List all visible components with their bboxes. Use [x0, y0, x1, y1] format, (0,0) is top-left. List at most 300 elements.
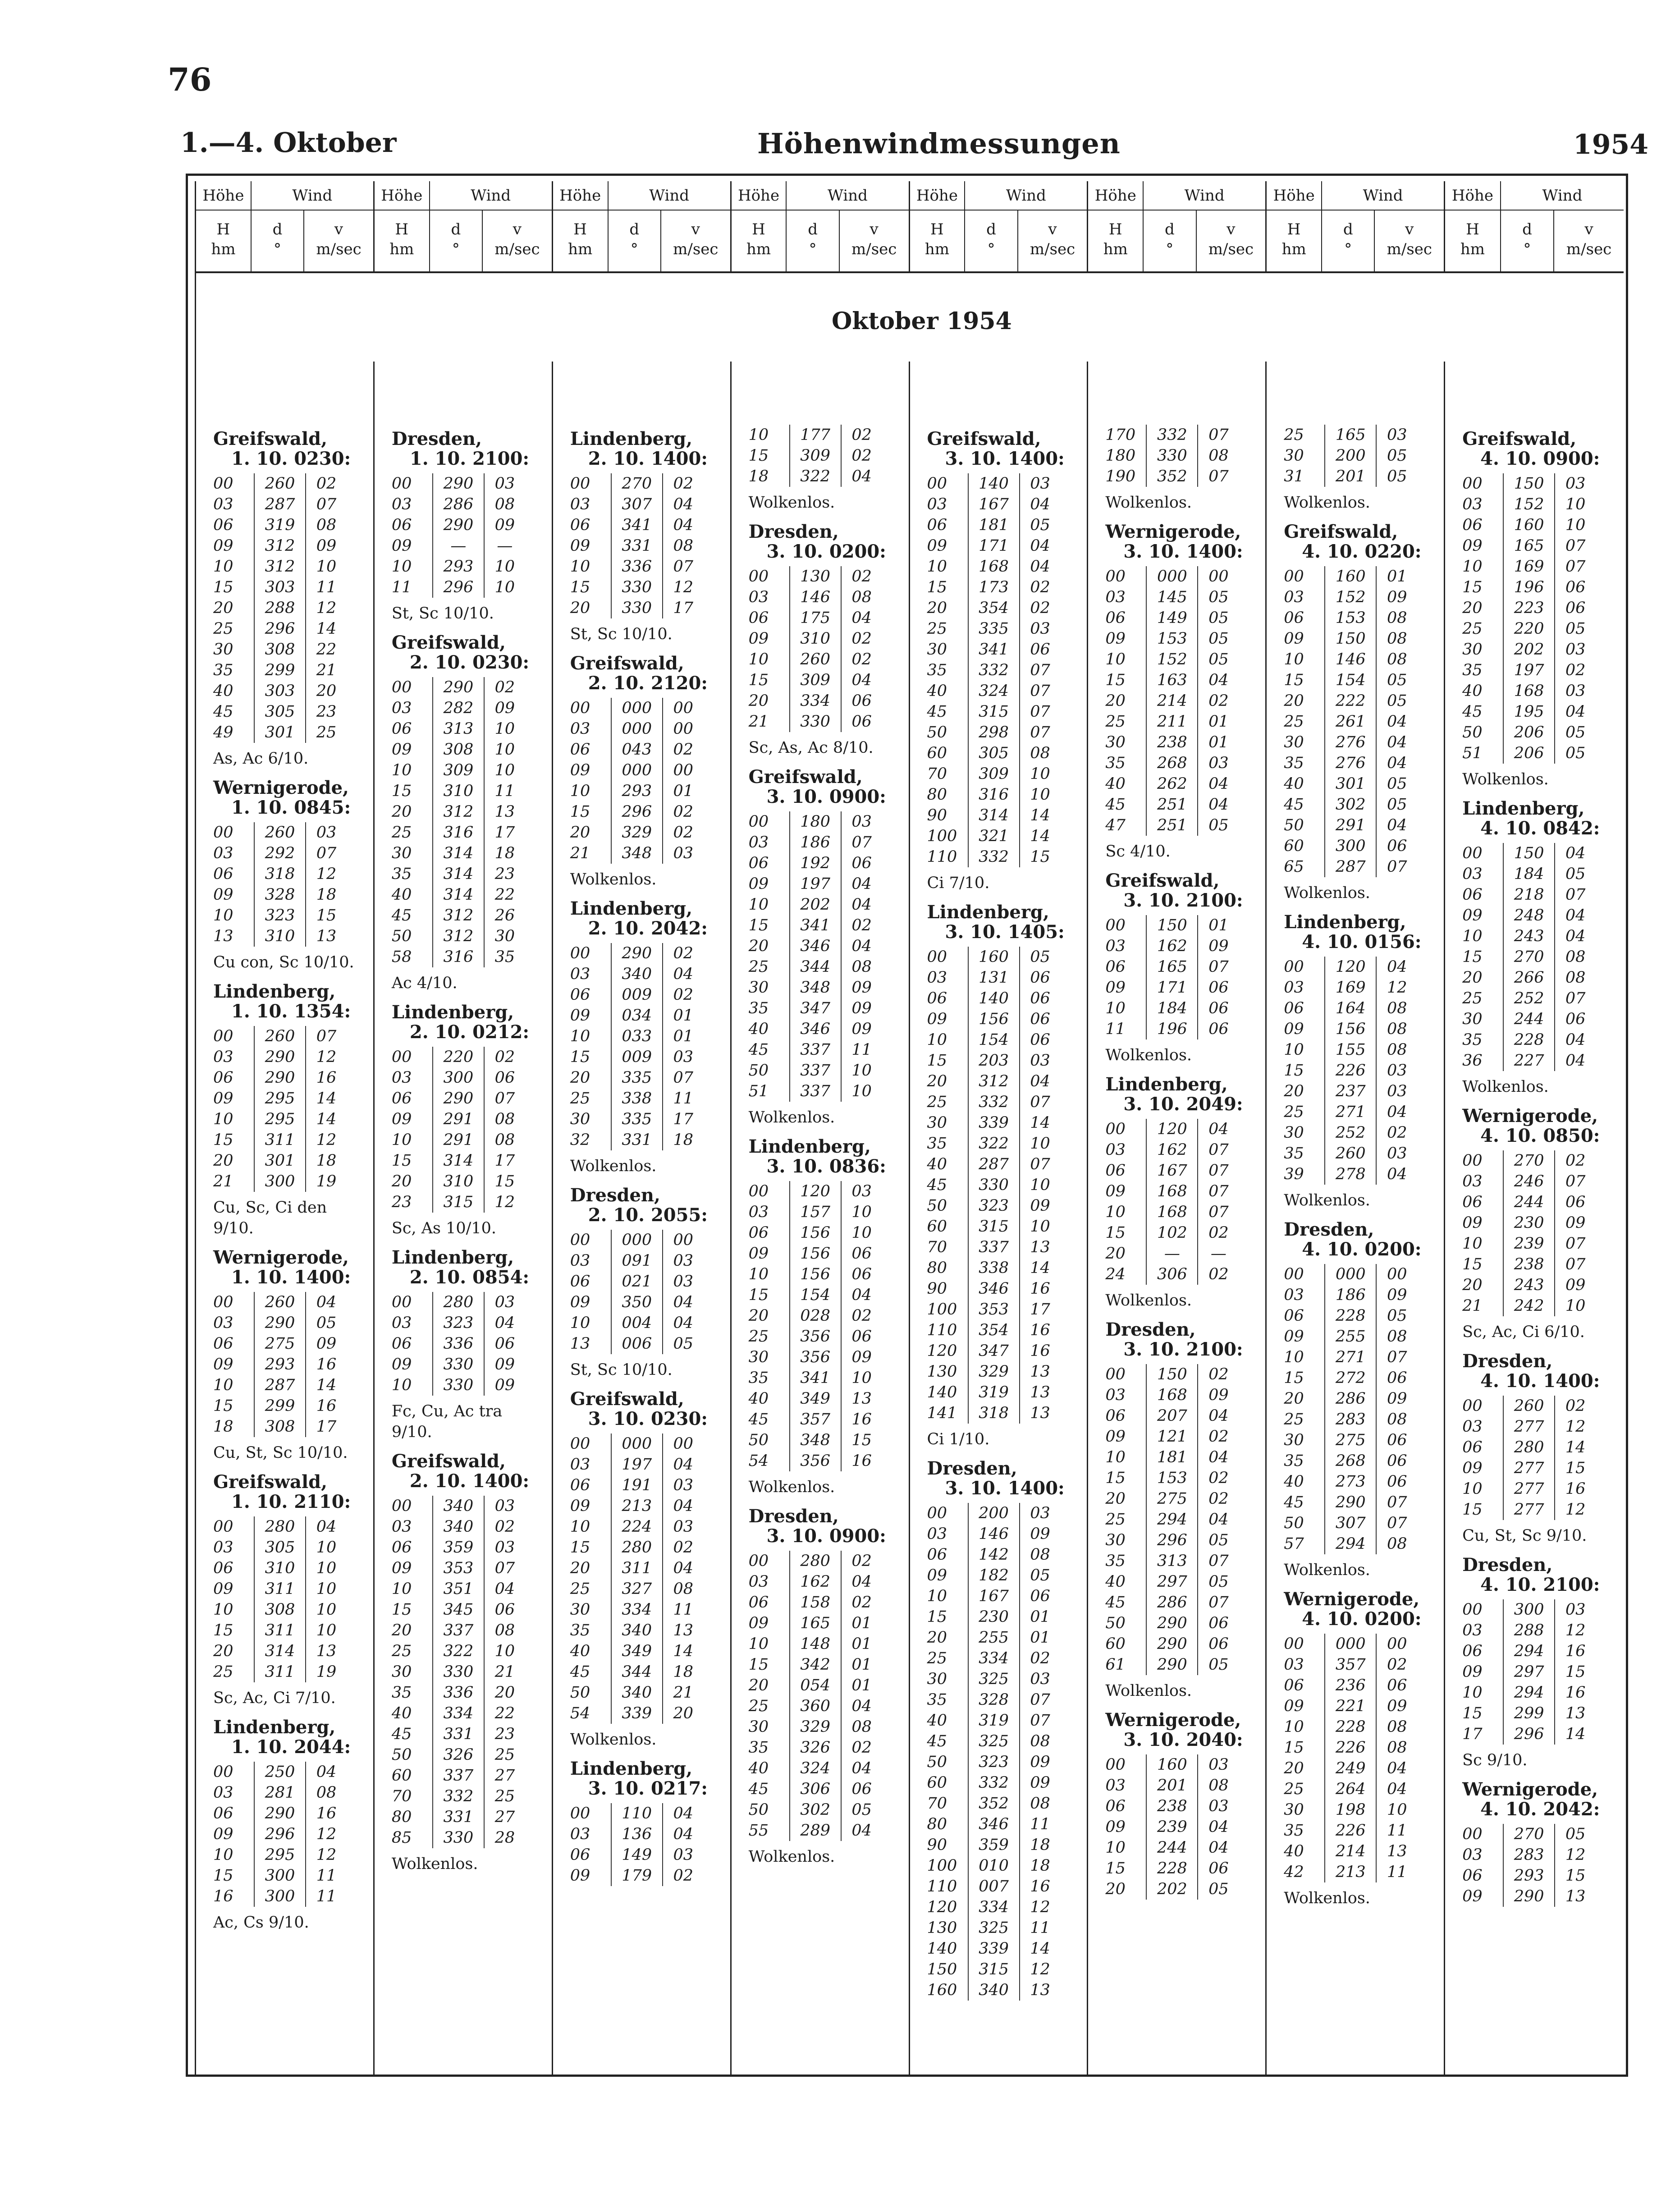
station-block	[927, 902, 1080, 1450]
table-row	[1105, 1551, 1239, 1571]
height-cell: 09	[748, 1245, 769, 1263]
height-cell: 60	[927, 744, 947, 762]
direction-cell: 150	[1503, 473, 1555, 494]
station-time: 4. 10. 0156:	[1302, 931, 1422, 953]
direction-cell: 153	[1146, 628, 1198, 649]
cloud-note: Sc, Ac, Ci 6/10.	[1462, 1323, 1585, 1341]
direction-cell: 169	[1503, 556, 1555, 577]
direction-cell: 239	[1503, 1233, 1555, 1254]
height-cell: 35	[927, 1691, 947, 1709]
height-cell: 17	[1462, 1725, 1483, 1743]
speed-cell: 09	[1030, 1753, 1050, 1771]
height-cell: 50	[748, 1062, 769, 1080]
direction-cell: 310	[254, 926, 306, 947]
speed-cell: 12	[1565, 1418, 1586, 1436]
direction-cell: 000	[611, 719, 663, 739]
table-row	[749, 445, 882, 466]
direction-cell: 346	[790, 1019, 841, 1040]
station-heading	[570, 1389, 723, 1429]
table-row	[1284, 1451, 1417, 1471]
direction-cell: 006	[611, 1333, 663, 1354]
height-cell: 09	[1284, 1020, 1304, 1038]
height-cell: 00	[1284, 1635, 1304, 1653]
data-columns	[196, 362, 1624, 2075]
station-heading	[1462, 1780, 1616, 1819]
direction-cell: 264	[1325, 1779, 1376, 1800]
speed-cell: 14	[316, 1090, 337, 1108]
height-cell: 60	[927, 1774, 947, 1792]
speed-cell: 13	[1030, 1981, 1050, 1999]
table-row	[570, 1026, 704, 1047]
speed-cell: 16	[1565, 1684, 1586, 1702]
height-cell: 09	[391, 1356, 412, 1374]
table-row	[1105, 711, 1239, 732]
direction-cell: 291	[433, 1130, 484, 1150]
table-row	[749, 1326, 882, 1347]
height-cell: 140	[927, 1940, 957, 1958]
table-row	[392, 1537, 525, 1558]
table-row	[749, 1060, 882, 1081]
table-row	[927, 1648, 1061, 1669]
direction-cell: 330	[433, 1354, 484, 1375]
station-heading	[570, 429, 723, 469]
height-cell: 15	[570, 1048, 590, 1066]
header-dv	[1501, 211, 1624, 271]
speed-cell: 06	[1208, 1635, 1229, 1653]
direction-cell: 156	[790, 1243, 841, 1264]
table-row	[927, 1113, 1061, 1133]
speed-cell: 00	[673, 699, 694, 717]
height-cell: 80	[927, 1815, 947, 1833]
station-heading	[1284, 522, 1437, 562]
direction-cell: 294	[1146, 1509, 1198, 1530]
table-row	[749, 1430, 882, 1451]
station-block	[1284, 912, 1437, 1211]
direction-cell: 251	[1146, 815, 1198, 836]
direction-cell: 034	[611, 1005, 663, 1026]
speed-cell: 01	[851, 1656, 872, 1674]
speed-cell: 01	[673, 1007, 694, 1025]
speed-cell: 01	[1030, 1608, 1050, 1626]
wind-table	[927, 947, 1061, 1424]
height-cell: 09	[1462, 1214, 1483, 1232]
table-row	[213, 639, 347, 660]
cloud-note: Wolkenlos.	[1284, 1561, 1370, 1579]
direction-cell: 180	[790, 811, 841, 832]
height-cell: 06	[1462, 1867, 1483, 1885]
table-row	[927, 1320, 1061, 1341]
table-row	[392, 926, 525, 947]
table-row	[392, 739, 525, 760]
table-row	[392, 719, 525, 739]
direction-cell: 230	[1503, 1213, 1555, 1233]
speed-cell: 04	[673, 1825, 694, 1843]
header-hoehe: Höhe	[1445, 181, 1501, 211]
table-row	[749, 711, 882, 732]
height-cell: 09	[570, 537, 590, 555]
station-heading	[392, 1452, 545, 1491]
direction-cell: 290	[611, 943, 663, 964]
table-row	[749, 1654, 882, 1675]
direction-cell: 200	[1325, 445, 1376, 466]
table-row	[1105, 1634, 1239, 1654]
direction-cell: 260	[1325, 1143, 1376, 1164]
height-cell: 20	[927, 1072, 947, 1090]
table-row	[1462, 494, 1596, 515]
direction-cell: 342	[790, 1654, 841, 1675]
direction-cell: 339	[611, 1703, 663, 1724]
station-time: 3. 10. 2040:	[1123, 1729, 1243, 1750]
speed-cell: 06	[494, 1601, 515, 1619]
direction-cell: 201	[1325, 466, 1376, 487]
station-block	[749, 425, 902, 513]
direction-cell: 313	[433, 719, 484, 739]
speed-cell: 12	[316, 599, 337, 617]
table-row	[392, 1047, 525, 1067]
table-row	[392, 1827, 525, 1848]
table-row	[570, 1067, 704, 1088]
speed-cell: 04	[1387, 1780, 1407, 1798]
speed-cell: 15	[1565, 1867, 1586, 1885]
direction-cell: 175	[790, 608, 841, 628]
direction-cell: 230	[968, 1607, 1020, 1627]
table-row	[1105, 1223, 1239, 1243]
height-cell: 10	[1462, 558, 1483, 576]
header-group	[732, 181, 910, 271]
height-cell: 10	[748, 1635, 769, 1653]
table-row	[1284, 1654, 1417, 1675]
date-range-title: 1.—4. Oktober	[180, 127, 397, 159]
height-cell: 20	[1462, 599, 1483, 617]
wind-table	[570, 473, 704, 618]
table-row	[1462, 947, 1596, 967]
height-cell: 09	[391, 1110, 412, 1128]
table-row	[213, 1047, 347, 1067]
height-cell: 20	[1105, 692, 1126, 710]
height-cell: 10	[391, 1376, 412, 1394]
height-cell: 03	[1284, 1656, 1304, 1674]
table-row	[927, 536, 1061, 556]
height-cell: 25	[748, 1328, 769, 1346]
table-row	[1105, 1488, 1239, 1509]
table-row	[392, 822, 525, 843]
height-cell: 35	[1284, 1145, 1304, 1163]
height-cell: 130	[927, 1919, 957, 1937]
direction-cell: 324	[968, 681, 1020, 701]
speed-cell: 01	[851, 1614, 872, 1632]
speed-cell: 02	[851, 1307, 872, 1325]
table-row	[213, 1088, 347, 1109]
table-row	[1105, 1264, 1239, 1285]
table-row	[1284, 425, 1417, 445]
direction-cell: 290	[254, 1047, 306, 1067]
direction-cell: 348	[790, 1430, 841, 1451]
direction-cell: 160	[1146, 1754, 1198, 1775]
height-cell: 03	[213, 1539, 233, 1557]
speed-cell: 02	[673, 803, 694, 821]
height-cell: 06	[213, 865, 233, 883]
height-cell: 09	[213, 1356, 233, 1374]
direction-cell: 301	[254, 1150, 306, 1171]
speed-cell: 10	[1565, 1297, 1586, 1315]
speed-cell: 02	[1208, 692, 1229, 710]
direction-cell: 293	[611, 781, 663, 801]
table-row	[213, 1130, 347, 1150]
height-cell: 54	[570, 1704, 590, 1722]
table-row	[749, 1696, 882, 1717]
speed-cell: 07	[1565, 989, 1586, 1008]
speed-cell: 03	[1387, 1082, 1407, 1100]
direction-cell: 251	[1146, 794, 1198, 815]
table-row	[1105, 753, 1239, 774]
table-row	[570, 1250, 704, 1271]
table-row	[749, 915, 882, 936]
height-cell: 40	[570, 1642, 590, 1660]
height-cell: 10	[570, 1314, 590, 1332]
direction-cell: 341	[790, 915, 841, 936]
speed-cell: 02	[673, 741, 694, 759]
height-cell: 03	[570, 1825, 590, 1843]
table-row	[1105, 1140, 1239, 1160]
speed-cell: 00	[673, 1435, 694, 1453]
direction-cell: 252	[1325, 1122, 1376, 1143]
speed-cell: 09	[851, 979, 872, 997]
station-block	[570, 429, 723, 645]
table-row	[1284, 1820, 1417, 1841]
header-height-unit: H hm	[1088, 211, 1144, 271]
direction-cell: 296	[1503, 1724, 1555, 1745]
speed-cell: 00	[673, 720, 694, 738]
height-cell: 25	[1284, 1780, 1304, 1798]
table-row	[1462, 1275, 1596, 1296]
speed-cell: 02	[673, 986, 694, 1004]
direction-cell: —	[433, 536, 484, 556]
station-time: 3. 10. 2100:	[1123, 890, 1243, 911]
speed-cell: 04	[1030, 558, 1050, 576]
speed-cell: 13	[316, 1642, 337, 1660]
speed-cell: 13	[316, 927, 337, 945]
station-block	[570, 1389, 723, 1750]
table-row	[749, 566, 882, 587]
direction-cell: 156	[790, 1264, 841, 1285]
table-row	[1105, 1817, 1239, 1837]
direction-cell: 311	[611, 1558, 663, 1579]
height-cell: 00	[1462, 1397, 1483, 1415]
height-cell: 10	[927, 558, 947, 576]
direction-cell: 165	[1146, 957, 1198, 977]
header-dv	[965, 211, 1087, 271]
height-cell: 00	[570, 475, 590, 493]
speed-cell: 21	[673, 1684, 694, 1702]
direction-cell: 007	[968, 1876, 1020, 1897]
speed-cell: 10	[494, 578, 515, 596]
direction-cell: —	[1146, 1243, 1198, 1264]
direction-cell: 142	[968, 1544, 1020, 1565]
speed-cell: 13	[494, 803, 515, 821]
speed-cell: 02	[1030, 578, 1050, 596]
table-row	[1462, 1724, 1596, 1745]
direction-cell: 146	[968, 1524, 1020, 1544]
speed-cell: 12	[316, 1131, 337, 1149]
speed-cell: 02	[851, 426, 872, 444]
table-row	[570, 473, 704, 494]
table-row	[927, 1237, 1061, 1258]
table-row	[1105, 1447, 1239, 1468]
speed-cell: 17	[316, 1418, 337, 1436]
table-row	[927, 1669, 1061, 1690]
speed-cell: 04	[316, 1763, 337, 1781]
height-cell: 03	[213, 1048, 233, 1066]
height-cell: 00	[570, 1435, 590, 1453]
direction-cell: 312	[254, 556, 306, 577]
height-cell: 03	[1284, 979, 1304, 997]
cloud-note: St, Sc 10/10.	[570, 625, 673, 643]
table-row	[1284, 957, 1417, 977]
table-row	[1105, 1160, 1239, 1181]
table-row	[1462, 864, 1596, 884]
direction-cell: 182	[968, 1565, 1020, 1586]
height-cell: 15	[1284, 1369, 1304, 1387]
speed-cell: 16	[1565, 1642, 1586, 1660]
direction-cell: 280	[1503, 1437, 1555, 1458]
direction-cell: 270	[1503, 947, 1555, 967]
direction-cell: 157	[790, 1202, 841, 1223]
height-cell: 32	[570, 1131, 590, 1149]
height-cell: 15	[1462, 578, 1483, 596]
direction-cell: 312	[433, 801, 484, 822]
table-row	[749, 1592, 882, 1613]
direction-cell: 309	[968, 764, 1020, 784]
table-row	[1284, 1285, 1417, 1305]
table-row	[570, 943, 704, 964]
table-row	[1462, 1662, 1596, 1682]
table-row	[749, 1347, 882, 1368]
height-cell: 60	[1284, 837, 1304, 855]
height-cell: 09	[213, 1825, 233, 1843]
station-name: Lindenberg,	[1105, 1074, 1228, 1095]
speed-cell: 06	[1030, 1010, 1050, 1028]
table-row	[392, 1333, 525, 1354]
direction-cell: 214	[1146, 691, 1198, 711]
height-cell: 10	[748, 896, 769, 914]
table-row	[1105, 1426, 1239, 1447]
table-row	[749, 1264, 882, 1285]
speed-cell: 04	[851, 1822, 872, 1840]
direction-cell: 288	[254, 598, 306, 618]
direction-cell: 171	[968, 536, 1020, 556]
direction-cell: 312	[433, 905, 484, 926]
speed-cell: 04	[494, 1314, 515, 1332]
height-cell: 09	[391, 537, 412, 555]
speed-cell: 00	[1387, 1265, 1407, 1283]
station-time: 4. 10. 0200:	[1302, 1608, 1422, 1630]
speed-cell: 04	[1387, 1759, 1407, 1777]
table-row	[570, 1845, 704, 1865]
table-row	[927, 1258, 1061, 1278]
height-cell: 00	[391, 1293, 412, 1311]
speed-cell: 03	[1030, 475, 1050, 493]
direction-cell: 150	[1146, 1364, 1198, 1385]
table-row	[1105, 1468, 1239, 1488]
direction-cell: 334	[790, 691, 841, 711]
speed-cell: 02	[1208, 1490, 1229, 1508]
speed-cell: 05	[316, 1314, 337, 1332]
station-name: Lindenberg,	[570, 1758, 693, 1779]
speed-cell: 04	[851, 671, 872, 689]
direction-cell: 197	[611, 1454, 663, 1475]
direction-cell: 311	[254, 1662, 306, 1682]
direction-cell: 360	[790, 1696, 841, 1717]
speed-cell: 04	[851, 1697, 872, 1715]
direction-cell: 153	[1325, 608, 1376, 628]
speed-cell: 15	[1565, 1459, 1586, 1477]
speed-cell: 04	[673, 1314, 694, 1332]
height-cell: 03	[213, 844, 233, 862]
height-cell: 57	[1284, 1535, 1304, 1553]
speed-cell: 06	[1208, 999, 1229, 1017]
direction-cell: 336	[611, 556, 663, 577]
speed-cell: 05	[1030, 1566, 1050, 1585]
speed-cell: 09	[1387, 1390, 1407, 1408]
direction-cell: 197	[790, 874, 841, 894]
speed-cell: 03	[494, 1293, 515, 1311]
speed-cell: 05	[673, 1335, 694, 1353]
direction-cell: 294	[1325, 1534, 1376, 1554]
speed-cell: 06	[851, 692, 872, 710]
station-name: Dresden,	[1462, 1554, 1553, 1575]
direction-cell: 148	[790, 1634, 841, 1654]
speed-cell: 02	[494, 678, 515, 696]
speed-cell: 15	[494, 1172, 515, 1191]
table-row	[1462, 843, 1596, 864]
direction-cell: 348	[790, 977, 841, 998]
direction-cell: 344	[611, 1662, 663, 1682]
height-cell: 09	[570, 1867, 590, 1885]
speed-cell: 03	[494, 1539, 515, 1557]
table-row	[927, 1793, 1061, 1814]
speed-cell: 08	[494, 1621, 515, 1640]
speed-cell: 22	[494, 1704, 515, 1722]
data-column	[1088, 362, 1267, 2075]
table-row	[1105, 1796, 1239, 1817]
direction-cell: 227	[1503, 1050, 1555, 1071]
height-cell: 00	[213, 824, 233, 842]
wind-table	[1462, 473, 1596, 764]
table-row	[570, 719, 704, 739]
direction-cell: 296	[433, 577, 484, 598]
cloud-note: Sc, Ac, Ci 7/10.	[213, 1689, 336, 1707]
cloud-note: Wolkenlos.	[1105, 1291, 1192, 1310]
table-row	[1462, 1009, 1596, 1030]
table-row	[749, 1717, 882, 1737]
height-cell: 50	[570, 1684, 590, 1702]
speed-cell: 02	[1565, 661, 1586, 679]
cloud-note: Wolkenlos.	[748, 494, 835, 512]
table-row	[213, 864, 347, 884]
station-block	[927, 1459, 1080, 2001]
speed-cell: 05	[1208, 1531, 1229, 1549]
height-cell: 09	[1284, 1697, 1304, 1715]
table-row	[1462, 681, 1596, 701]
direction-cell: 298	[968, 722, 1020, 743]
speed-cell: 35	[494, 948, 515, 966]
direction-cell: 177	[790, 425, 841, 445]
direction-cell: 206	[1503, 722, 1555, 743]
table-row	[749, 832, 882, 853]
speed-cell: 10	[316, 1580, 337, 1598]
direction-cell: 167	[1146, 1160, 1198, 1181]
station-heading	[1105, 522, 1258, 562]
